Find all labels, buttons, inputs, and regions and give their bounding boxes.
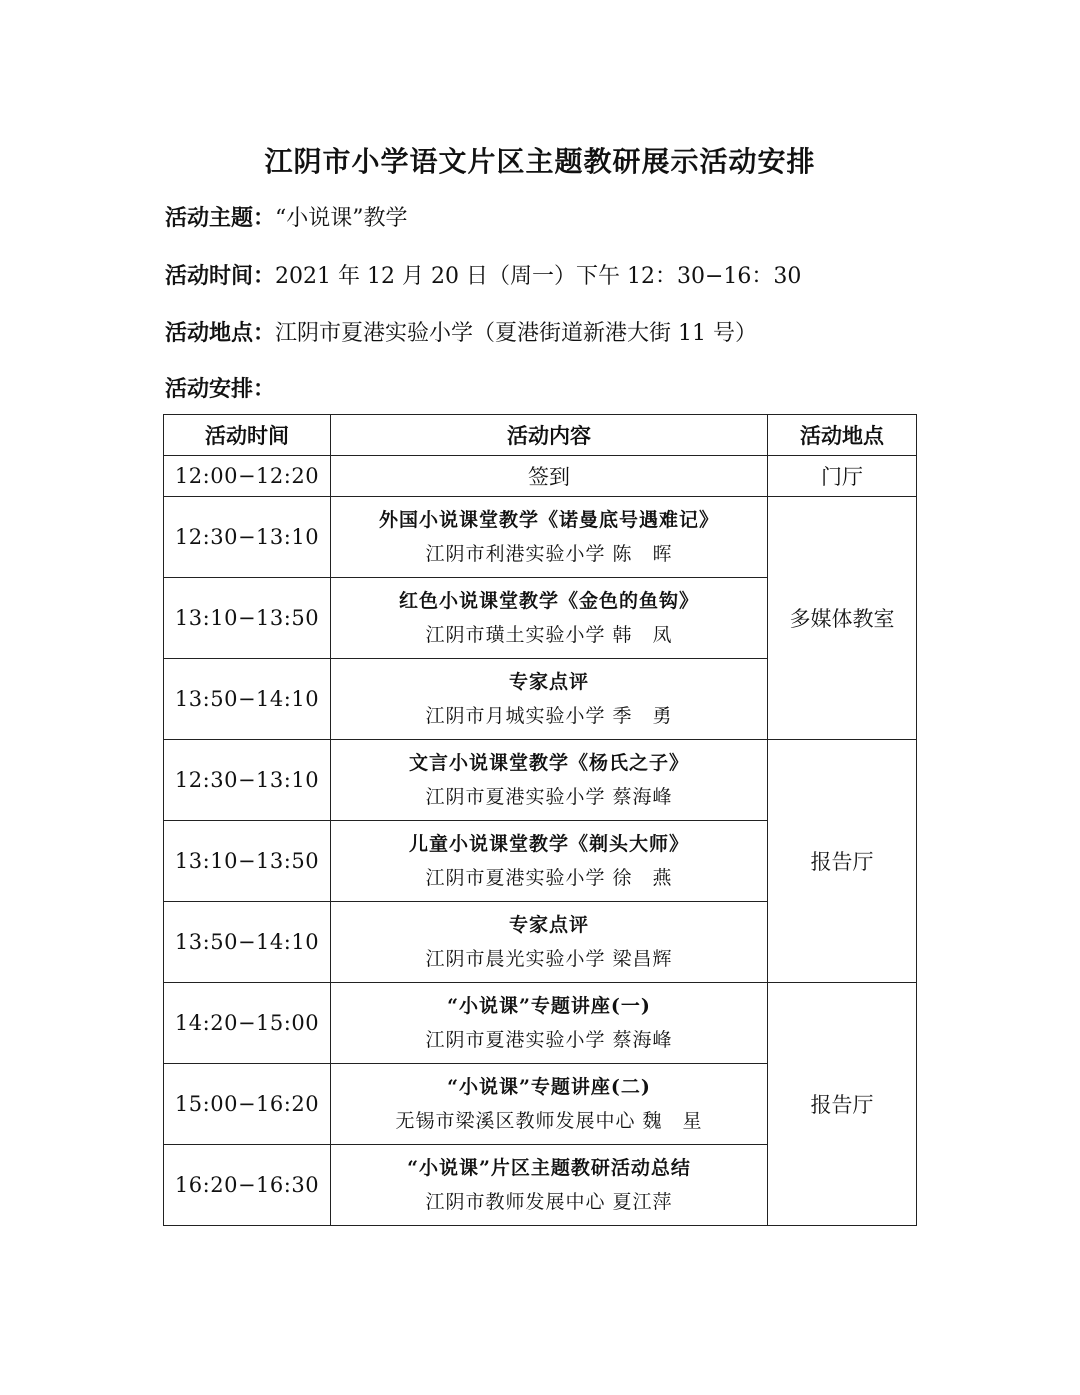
cell-content xyxy=(331,983,768,1064)
session-title: 红色小说课堂教学《金色的鱼钩》 xyxy=(398,590,699,612)
session-speaker: 江阴市璜土实验小学 韩 凤 xyxy=(425,624,673,646)
table-header-row xyxy=(164,415,917,456)
session-speaker: 江阴市夏港实验小学 蔡海峰 xyxy=(425,1029,673,1051)
cell-content: 签到 xyxy=(331,456,768,497)
time-line xyxy=(165,259,801,290)
table-row-checkin xyxy=(164,456,917,497)
table-row xyxy=(164,983,917,1064)
cell-content xyxy=(331,1145,768,1226)
cell-content xyxy=(331,1064,768,1145)
session-speaker: 江阴市利港实验小学 陈 晖 xyxy=(425,543,673,565)
time-label: 活动时间： xyxy=(165,264,276,289)
table-row xyxy=(164,497,917,578)
cell-place: 报告厅 xyxy=(768,740,917,983)
session-speaker: 江阴市月城实验小学 季 勇 xyxy=(425,705,673,727)
session-title: 文言小说课堂教学《杨氏之子》 xyxy=(408,752,689,774)
cell-content xyxy=(331,902,768,983)
session-title: “小说课”专题讲座(一) xyxy=(447,995,651,1017)
session-title: 外国小说课堂教学《诺曼底号遇难记》 xyxy=(378,509,719,531)
cell-time: 13:10−13:50 xyxy=(164,821,331,902)
session-title: 专家点评 xyxy=(508,671,589,693)
session-title: “小说课”专题讲座(二) xyxy=(447,1076,651,1098)
theme-line xyxy=(165,201,408,232)
header-content: 活动内容 xyxy=(331,415,768,456)
header-place: 活动地点 xyxy=(768,415,917,456)
session-speaker: 江阴市夏港实验小学 蔡海峰 xyxy=(425,786,673,808)
page-title: 江阴市小学语文片区主题教研展示活动安排 xyxy=(264,145,816,178)
cell-time: 12:30−13:10 xyxy=(164,740,331,821)
cell-time: 12:00−12:20 xyxy=(164,456,331,497)
table-row xyxy=(164,740,917,821)
theme-value: “小说课”教学 xyxy=(275,206,408,231)
session-speaker: 江阴市教师发展中心 夏江萍 xyxy=(425,1191,673,1213)
cell-content xyxy=(331,659,768,740)
session-speaker: 江阴市夏港实验小学 徐 燕 xyxy=(425,867,673,889)
cell-content xyxy=(331,578,768,659)
place-value: 江阴市夏港实验小学（夏港街道新港大街 11 号） xyxy=(275,321,757,346)
session-title: 儿童小说课堂教学《剃头大师》 xyxy=(408,833,689,855)
header-time: 活动时间 xyxy=(164,415,331,456)
cell-time: 14:20−15:00 xyxy=(164,983,331,1064)
cell-time: 13:50−14:10 xyxy=(164,902,331,983)
cell-time: 16:20−16:30 xyxy=(164,1145,331,1226)
cell-content xyxy=(331,497,768,578)
place-label: 活动地点： xyxy=(165,321,276,346)
place-line xyxy=(165,316,757,347)
arrange-line xyxy=(165,372,275,403)
cell-content xyxy=(331,740,768,821)
time-value: 2021 年 12 月 20 日（周一）下午 12：30−16：30 xyxy=(275,264,802,289)
arrange-label: 活动安排： xyxy=(165,377,276,402)
session-title: “小说课”片区主题教研活动总结 xyxy=(407,1157,691,1179)
cell-time: 13:10−13:50 xyxy=(164,578,331,659)
cell-content xyxy=(331,821,768,902)
cell-time: 15:00−16:20 xyxy=(164,1064,331,1145)
cell-place: 门厅 xyxy=(768,456,917,497)
cell-place: 多媒体教室 xyxy=(768,497,917,740)
session-title: 专家点评 xyxy=(508,914,589,936)
schedule-table xyxy=(163,414,917,1226)
session-speaker: 江阴市晨光实验小学 梁昌辉 xyxy=(425,948,673,970)
theme-label: 活动主题： xyxy=(165,206,276,231)
cell-time: 12:30−13:10 xyxy=(164,497,331,578)
session-speaker: 无锡市梁溪区教师发展中心 魏 星 xyxy=(395,1110,703,1132)
cell-place: 报告厅 xyxy=(768,983,917,1226)
cell-time: 13:50−14:10 xyxy=(164,659,331,740)
